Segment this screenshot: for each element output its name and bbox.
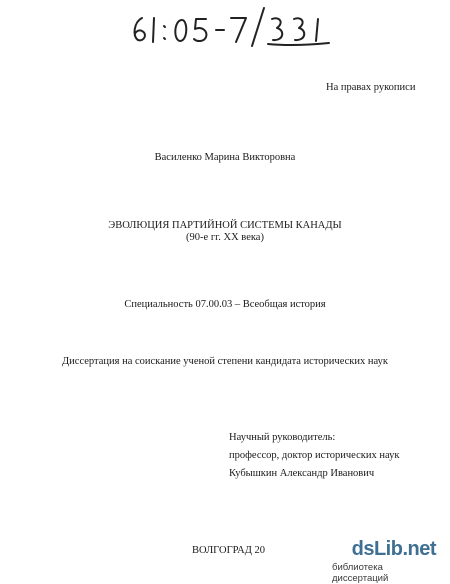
author-name: Василенко Марина Викторовна (154, 152, 296, 163)
specialty-line: Специальность 07.00.03 – Всеобщая история (124, 299, 326, 310)
place-and-year: ВОЛГОГРАД 20 (192, 545, 266, 556)
advisor-rank: профессор, доктор исторических наук (229, 450, 400, 461)
advisor-label: Научный руководитель: (229, 432, 336, 443)
advisor-name: Кубышкин Александр Иванович (229, 468, 375, 479)
thesis-title: ЭВОЛЮЦИЯ ПАРТИЙНОЙ СИСТЕМЫ КАНАДЫ (108, 220, 342, 231)
thesis-subtitle: (90-е гг. XX века) (186, 232, 264, 243)
dslib-watermark[interactable] (332, 538, 444, 584)
handwritten-archive-number (124, 6, 344, 48)
watermark-caption: библиотека диссертаций (332, 562, 389, 584)
degree-line: Диссертация на соискание ученой степени кандидата исторических наук (62, 356, 388, 367)
manuscript-rights-label: На правах рукописи (326, 82, 416, 93)
watermark-logo: dsLib.net (351, 538, 436, 560)
